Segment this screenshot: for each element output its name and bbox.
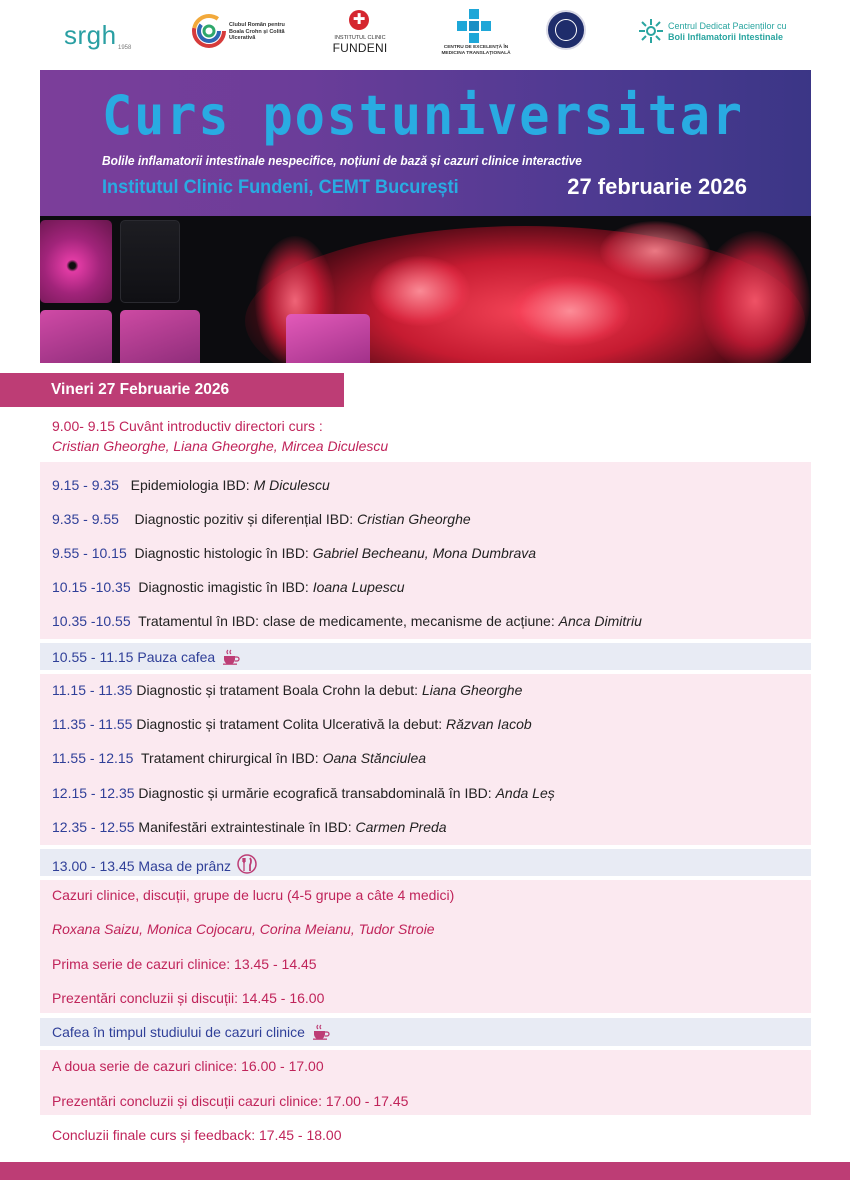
session-speaker: Oana Stănciulea: [322, 750, 427, 766]
lunch-break-row: [52, 854, 257, 877]
course-location: Institutul Clinic Fundeni, CEMT București: [102, 176, 459, 198]
break-time: 10.55 - 11.15: [52, 649, 134, 665]
session-speaker: Gabriel Becheanu, Mona Dumbrava: [312, 545, 537, 561]
course-subtitle: Bolile inflamatorii intestinale nespecifice, noțiuni de bază și cazuri clinice interactive: [102, 153, 582, 168]
session-topic: Diagnostic și tratament Colita Ulcerativă la debut:: [132, 716, 447, 732]
intestine-illustration: [40, 216, 811, 363]
session-time: 11.35 - 11.55: [52, 716, 133, 732]
case-studies-row: A doua serie de cazuri clinice: 16.00 - 17.00: [52, 1058, 324, 1074]
session-time: 9.55 - 10.15: [52, 545, 127, 561]
schedule-row: [52, 511, 471, 527]
session-time: 11.55 - 12.15: [52, 750, 134, 766]
fork-knife-icon: [237, 854, 257, 877]
session-topic: Diagnostic pozitiv și diferențial IBD:: [118, 511, 358, 527]
schedule-row: [52, 716, 532, 732]
session-speaker: Carmen Preda: [355, 819, 447, 835]
session-speaker: Răzvan Iacob: [446, 716, 532, 732]
schedule-row: [52, 545, 536, 561]
case-studies-row: Prezentări concluzii și discuții: 14.45 - 16.00: [52, 990, 325, 1006]
intestine-shape: [370, 256, 470, 326]
schedule-row: [52, 682, 522, 698]
schedule-row: [52, 579, 405, 595]
session-time: 12.15 - 12.35: [52, 785, 135, 801]
break-label: Pauza cafea: [133, 649, 216, 665]
session-speaker: Anda Leș: [495, 785, 555, 801]
srgh-logo-word: srgh: [64, 20, 117, 50]
university-seal-logo: [546, 8, 586, 60]
crohn-club-logo: [192, 8, 302, 60]
crohn-club-icon: [192, 14, 226, 48]
course-date: 27 februarie 2026: [567, 174, 747, 199]
srgh-logo: [64, 8, 144, 60]
intestine-shape: [510, 276, 630, 346]
session-topic: Diagnostic și tratament Boala Crohn la debut:: [132, 682, 422, 698]
medical-cross-icon: ✚: [349, 10, 369, 30]
session-speaker: Cristian Gheorghe: [357, 511, 471, 527]
ibd-logo-line1: Centrul Dedicat Pacienților cu: [668, 21, 787, 31]
case-studies-row: Prezentări concluzii și discuții cazuri clinice: 17.00 - 17.45: [52, 1093, 409, 1109]
session-speaker: M Diculescu: [253, 477, 330, 493]
logo-strip: [0, 0, 850, 68]
case-studies-row: Cazuri clinice, discuții, grupe de lucru (4-5 grupe a câte 4 medici): [52, 887, 455, 903]
fundeni-logo: [330, 8, 390, 60]
fundeni-logo-big: FUNDENI: [332, 41, 388, 55]
session-speaker: Liana Gheorghe: [421, 682, 523, 698]
cemt-logo: [436, 8, 516, 60]
srgh-logo-year: 1958: [118, 45, 132, 51]
session-topic: Tratamentul în IBD: clase de medicamente, mecanisme de acțiune:: [130, 613, 559, 629]
fundeni-logo-small: INSTITUTUL CLINIC: [334, 35, 386, 41]
break-label: Masa de prânz: [134, 858, 232, 874]
coffee-cup-icon: [311, 1024, 331, 1043]
case-studies-tutors: Roxana Saizu, Monica Cojocaru, Corina Meianu, Tudor Stroie: [52, 921, 435, 937]
intro-session: 9.00- 9.15 Cuvânt introductiv directori curs :: [52, 418, 323, 434]
decor-tile: [40, 310, 112, 363]
session-time: 9.15 - 9.35: [52, 477, 119, 493]
day-title: Vineri 27 Februarie 2026: [51, 381, 230, 398]
session-time: 10.35 -10.55: [52, 613, 131, 629]
session-topic: Diagnostic imagistic în IBD:: [130, 579, 313, 595]
break-time: 13.00 - 13.45: [52, 858, 135, 874]
break-label: Cafea în timpul studiului de cazuri clinice: [52, 1024, 305, 1040]
coffee-break-row: [52, 649, 241, 668]
seal-inner-ring: [555, 19, 577, 41]
day-header: [0, 373, 344, 407]
session-speaker: Anca Dimitriu: [558, 613, 642, 629]
session-speaker: Ioana Lupescu: [312, 579, 405, 595]
session-time: 12.35 - 12.55: [52, 819, 135, 835]
decor-tile: [40, 220, 112, 303]
session-topic: Tratament chirurgical în IBD:: [133, 750, 323, 766]
blue-plus-icon: [456, 8, 492, 44]
intestine-shape: [600, 221, 710, 281]
coffee-case-row: [52, 1024, 331, 1043]
session-time: 10.15 -10.35: [52, 579, 131, 595]
footer-bar: [0, 1162, 850, 1180]
intro-speakers: Cristian Gheorghe, Liana Gheorghe, Mircea Diculescu: [52, 438, 389, 454]
ibd-flower-icon: [638, 18, 664, 44]
schedule-row: [52, 785, 555, 801]
session-topic: Manifestări extraintestinale în IBD:: [134, 819, 356, 835]
ibd-logo-line2: Boli Inflamatorii Intestinale: [668, 32, 784, 42]
session-topic: Diagnostic și urmărie ecografică transabdominală în IBD:: [134, 785, 496, 801]
schedule-row: [52, 819, 447, 835]
schedule-row: [52, 477, 330, 493]
ibd-center-logo: [638, 8, 788, 60]
decor-tile: [286, 314, 370, 363]
decor-tile: [120, 220, 180, 303]
schedule-row: [52, 613, 642, 629]
closing-row: Concluzii finale curs și feedback: 17.45 - 18.00: [52, 1127, 342, 1143]
session-topic: Epidemiologia IBD:: [118, 477, 254, 493]
course-banner: [40, 70, 811, 363]
session-time: 11.15 - 11.35: [52, 682, 133, 698]
banner-title-area: [40, 70, 811, 216]
intestine-shape: [700, 231, 810, 363]
case-studies-row: Prima serie de cazuri clinice: 13.45 - 14.45: [52, 956, 317, 972]
session-topic: Diagnostic histologic în IBD:: [126, 545, 313, 561]
cemt-logo-text: CENTRU DE EXCELENȚĂ ÎN MEDICINA TRANSLAȚIONALĂ: [441, 45, 511, 56]
course-title: Curs postuniversitar: [102, 84, 744, 147]
session-time: 9.35 - 9.55: [52, 511, 119, 527]
schedule-row: [52, 750, 426, 766]
decor-tile: [120, 310, 200, 363]
crohn-club-text: Clubul Român pentru Boala Crohn și Colită Ulcerativă: [229, 22, 285, 41]
coffee-cup-icon: [221, 649, 241, 668]
